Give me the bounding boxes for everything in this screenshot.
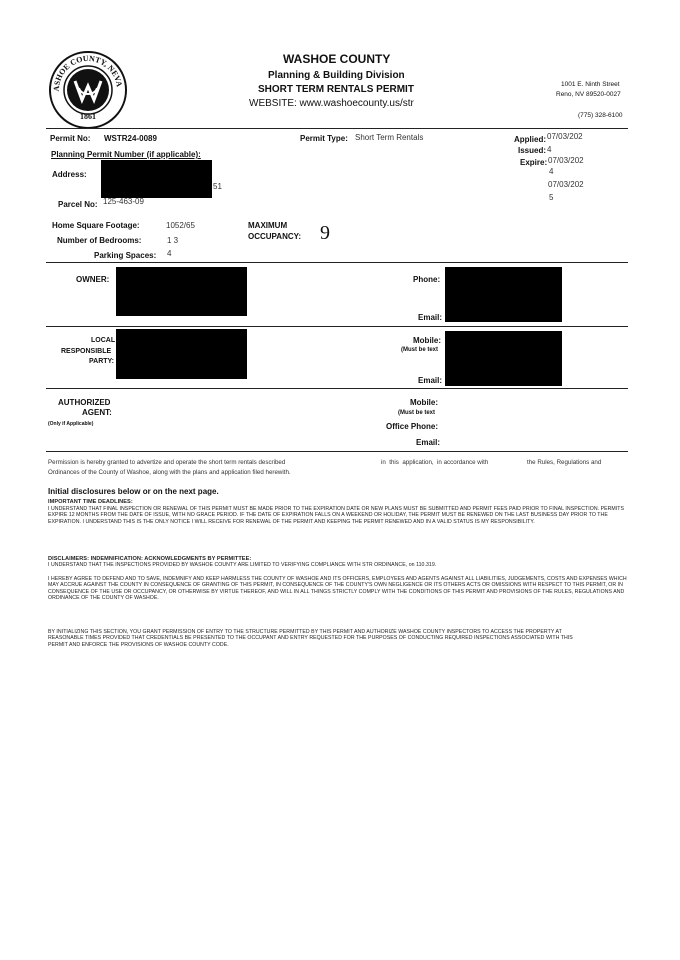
applied-value: 07/03/202 — [547, 132, 583, 141]
max-occupancy-label-1: MAXIMUM — [248, 221, 288, 230]
disclaimers-heading: DISCLAIMERS: INDEMNIFICATION: ACKNOWLEDGMENTS BY PERMITTEE: — [48, 556, 252, 562]
bedrooms: 1 3 — [167, 236, 179, 245]
indemnify-text: I HEREBY AGREE TO DEFEND AND TO SAVE, INDEMNIFY AND KEEP HARMLESS THE COUNTY OF WASHOE AND ITS OFFICERS, EMPLOYEES AND AGENTS AGAINST ALL LIABILITIES, JUDGEMENTS, COSTS AND EXPENSES WHICH MAY ACCRUE AGAINST THE COUNTY IN CONSEQUENCE OF GRANTING OF THIS PERMIT, IN CONSEQUENCE OF THE COUNTY'S OWN NEGLIGENCE OR ITS OTHERS ACTS OR OMISSIONS WITH RESPECT TO THIS PERMIT, OR IN CONSEQUENCE OF THE USE OR OCCUPANCY, OR OTHERWISE BY VIRTUE THEREOF, AND WILL IN ALL THINGS STRICTLY COMPLY WITH THE CONDITIONS OF THIS PERMIT AND PROVISIONS OF THE RULES, REGULATIONS AND ORDINANCE OF THE COUNTY OF WASHOE. — [48, 576, 627, 602]
county-title: WASHOE COUNTY — [283, 52, 391, 66]
seal-text: ASHOE COUNTY, NEVA — [51, 53, 124, 92]
agent-email-label: Email: — [416, 438, 441, 447]
local-label-3: PARTY: — [89, 358, 115, 365]
owner-contact-redaction — [445, 267, 562, 322]
permit-no: WSTR24-0089 — [104, 134, 157, 143]
square-footage: 1052/65 — [166, 221, 195, 230]
local-email-label: Email: — [418, 376, 443, 385]
parking: 4 — [167, 249, 172, 258]
entry-text: BY INITIALIZING THIS SECTION, YOU GRANT PERMISSION OF ENTRY TO THE STRUCTURE PERMITTED BY THIS PERMIT AND AUTHORIZE WASHOE COUNTY INSPECTORS TO ACCESS THE PROPERTY AT REASONABLE TIMES PROVIDED THAT CREDENTIALS BE PRESENTED TO THE OCCUPANT AND ENTRY REQUESTED FOR THE PURPOSES OF CONDUCTING REQUIRED INSPECTIONS ASSOCIATED WITH THIS PERMIT AND ENFORCE THE PROVISIONS OF WASHOE COUNTY CODE. — [48, 629, 573, 648]
local-party-redaction — [116, 329, 247, 379]
initial-disclosures: Initial disclosures below or on the next page. — [48, 487, 219, 496]
applied-value-cont: 4 — [547, 145, 552, 154]
applied-label: Applied: — [514, 135, 546, 144]
section-rule-3 — [46, 388, 628, 389]
section-rule-2 — [46, 326, 628, 327]
office-address-line2: Reno, NV 89520-0027 — [556, 91, 621, 98]
local-must-be-text: (Must be text — [401, 347, 439, 353]
address-tail: 51 — [213, 182, 222, 191]
expire-value-cont: 5 — [549, 193, 554, 202]
permission-line-1-end: the Rules, Regulations and — [527, 459, 602, 466]
issued-value-cont: 4 — [549, 167, 554, 176]
section-rule-1 — [46, 262, 628, 263]
agent-label-2: AGENT: — [82, 408, 112, 417]
permit-type: Short Term Rentals — [355, 133, 424, 142]
issued-label: Issued: — [518, 146, 547, 155]
seal-year: 1861 — [80, 112, 96, 121]
owner-email-label: Email: — [418, 313, 443, 322]
header-rule — [46, 128, 628, 129]
permit-type-label: Permit Type: — [300, 134, 348, 143]
office-phone: (775) 328-6100 — [578, 112, 623, 119]
max-occupancy-label-2: OCCUPANCY: — [248, 232, 302, 241]
important-heading: IMPORTANT TIME DEADLINES: — [48, 499, 133, 505]
permit-title: SHORT TERM RENTALS PERMIT — [258, 84, 414, 95]
address-label: Address: — [52, 170, 87, 179]
issued-value: 07/03/202 — [548, 156, 584, 165]
disclaimers-text: I UNDERSTAND THAT THE INSPECTIONS PROVIDED BY WASHOE COUNTY ARE LIMITED TO VERIFYING COMPLIANCE WITH STR ORDINANCE, on 110.319. — [48, 562, 437, 568]
agent-mobile-label: Mobile: — [410, 398, 438, 407]
local-contact-redaction — [445, 331, 562, 386]
owner-redaction — [116, 267, 247, 316]
agent-label-1: AUTHORIZED — [58, 398, 111, 407]
owner-phone-label: Phone: — [413, 275, 441, 284]
division-title: Planning & Building Division — [268, 70, 405, 81]
permission-line-1-cont: in this application, in accordance with — [381, 459, 489, 466]
square-footage-label: Home Square Footage: — [52, 221, 140, 230]
important-text: I UNDERSTAND THAT FINAL INSPECTION OR RENEWAL OF THIS PERMIT MUST BE MADE PRIOR TO THE EXPIRATION DATE OR NEW PLANS MUST BE SUBMITTED AND PERMIT FEES PAID PRIOR TO FINAL INSPECTION. PERMITS EXPIRE 12 MONTHS FROM THE DATE OF ISSUE, WITH NO GRACE PERIOD. IF THE DATE OF EXPIRATION FALLS ON A WEEKEND OR HOLIDAY, THE PERMIT MUST BE RENEWED ON THE LAST BUSINESS DAY PRIOR TO THE EXPIRATION. I UNDERSTAND THIS IS THE ONLY NOTICE I WILL RECEIVE FOR RENEWAL OF THE PERMIT AND KEEPING THE PERMIT RENEWED AND IN A VALID STATUS IS MY RESPONSIBILITY. — [48, 506, 625, 525]
parking-label: Parking Spaces: — [94, 251, 157, 260]
local-mobile-label: Mobile: — [413, 336, 441, 345]
address-redaction — [101, 160, 212, 198]
local-label-1: LOCAL — [91, 337, 116, 344]
expire-label: Expire: — [520, 158, 548, 167]
permit-no-label: Permit No: — [50, 134, 91, 143]
bedrooms-label: Number of Bedrooms: — [57, 236, 142, 245]
office-address-line1: 1001 E. Ninth Street — [561, 81, 620, 88]
parcel-label: Parcel No: — [58, 200, 98, 209]
permission-line-2: Ordinances of the County of Washoe, along with the plans and application filed herewith. — [48, 469, 291, 476]
local-label-2: RESPONSIBLE — [61, 348, 112, 355]
owner-label: OWNER: — [76, 275, 110, 284]
section-rule-4 — [46, 451, 628, 452]
county-seal — [48, 50, 128, 130]
parcel-number: 125-463-09 — [103, 197, 144, 206]
website: WEBSITE: www.washoecounty.us/str — [249, 98, 414, 109]
max-occupancy: 9 — [320, 222, 330, 244]
agent-only-if-applicable: (Only if Applicable) — [48, 421, 94, 427]
expire-value: 07/03/202 — [548, 180, 584, 189]
planning-permit-label: Planning Permit Number (if applicable): — [51, 150, 201, 159]
permission-line-1: Permission is hereby granted to advertize and operate the short term rentals described — [48, 459, 286, 466]
agent-must-be-text: (Must be text — [398, 410, 436, 416]
agent-office-phone-label: Office Phone: — [386, 422, 439, 431]
